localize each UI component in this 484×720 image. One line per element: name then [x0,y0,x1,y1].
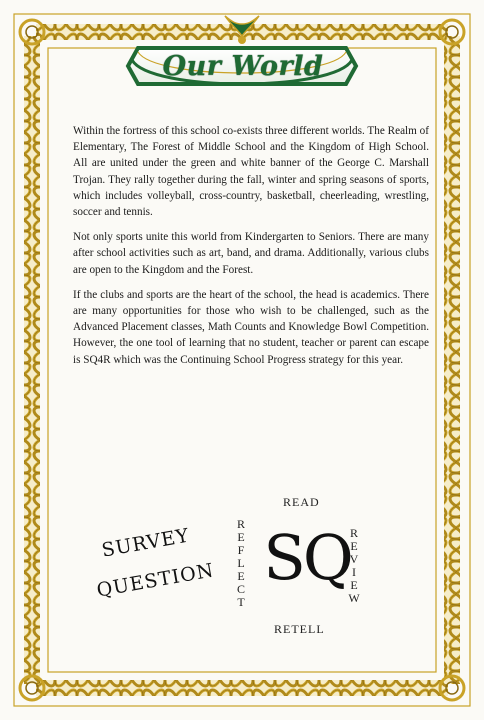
reflect-vertical-label [235,518,247,609]
paragraph: Not only sports unite this world from Kindergarten to Seniors. There are many after school activities such as art, band, and drama. Additionally, various clubs are open to the Kingdom and the Forest. [73,231,429,276]
page-title: Our World [162,50,324,82]
vertical-letter: V [349,552,359,566]
vertical-letter: E [350,578,358,592]
border-left [24,36,40,684]
vertical-letter: E [350,539,358,553]
retell-label: RETELL [274,622,325,636]
paragraph: If the clubs and sports are the heart of the school, the head is academics. There are many opportunities for those who wish to be challenged, such as the Advanced Placement classes, Math Counts and Knowledge Bowl Competition. However, the one tool of learning that no student, teacher or parent can escape is SQ4R which was the Continuing School Progress strategy for this year. [73,288,429,366]
vertical-letter: R [236,517,245,531]
border-bottom [36,680,448,696]
vertical-letter: T [237,595,245,609]
border-right [444,36,460,684]
body-text [73,123,429,377]
sq-center-text: SQ [263,521,351,594]
vertical-letter: L [237,556,245,570]
vertical-letter: C [236,582,245,596]
vertical-letter: W [348,591,360,605]
paragraph: Within the fortress of this school co-exists three different worlds. The Realm of Elementary, The Forest of Middle School and the Kingdom of High School. All are united under the green and white banner of the George C. Marshall Trojan. They rally together during the fall, winter and spring seasons of sports, which includes volleyball, cross-country, basketball, cheerleading, wrestling, soccer and tennis. [73,125,429,219]
vertical-letter: F [237,543,245,557]
read-label: READ [283,495,320,509]
vertical-letter: I [352,565,356,579]
survey-label: SURVEY [100,524,192,562]
vertical-letter: R [349,526,358,540]
vertical-letter: E [237,569,245,583]
vertical-letter: E [237,530,245,544]
review-vertical-label [348,527,360,605]
question-label: QUESTION [95,559,216,602]
